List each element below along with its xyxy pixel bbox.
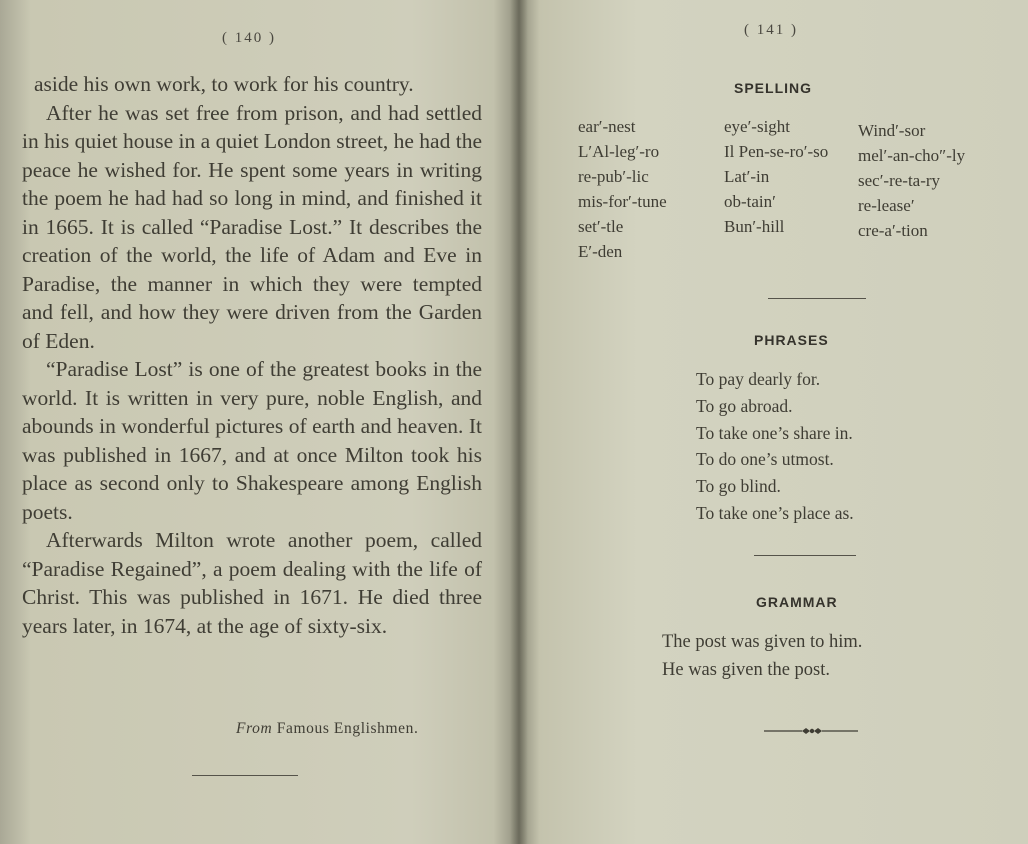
spelling-word: Bun′-hill bbox=[724, 217, 785, 236]
phrases-list bbox=[696, 366, 854, 527]
paragraph: aside his own work, to work for his country. bbox=[34, 72, 414, 96]
spelling-word: set′-tle bbox=[578, 217, 624, 236]
grammar-examples bbox=[662, 628, 862, 684]
spelling-column-2 bbox=[724, 114, 828, 239]
section-divider bbox=[754, 555, 856, 556]
phrase-item: To go blind. bbox=[696, 476, 781, 497]
spelling-word: eye′-sight bbox=[724, 117, 791, 136]
source-citation bbox=[236, 720, 418, 738]
section-divider bbox=[192, 775, 298, 776]
spelling-word: L′Al-leg′-ro bbox=[578, 142, 660, 161]
prose-text bbox=[22, 70, 482, 640]
spelling-word: re-lease′ bbox=[858, 196, 915, 215]
phrases-heading: PHRASES bbox=[754, 332, 829, 348]
spelling-word: Wind′-sor bbox=[858, 121, 926, 140]
ornament-divider bbox=[762, 724, 862, 738]
phrase-item: To go abroad. bbox=[696, 395, 793, 416]
spelling-column-1 bbox=[578, 114, 667, 264]
page-number: ( 140 ) bbox=[222, 30, 276, 46]
spelling-word: Il Pen-se-ro′-so bbox=[724, 142, 829, 161]
spelling-word: sec′-re-ta-ry bbox=[858, 171, 941, 190]
grammar-line: The post was given to him. bbox=[662, 632, 863, 652]
right-page bbox=[522, 0, 1028, 844]
spelling-word: mel′-an-cho″-ly bbox=[858, 146, 966, 165]
spelling-word: ob-tain′ bbox=[724, 192, 776, 211]
grammar-line: He was given the post. bbox=[662, 660, 831, 680]
source-title: Famous Englishmen. bbox=[276, 720, 419, 737]
phrase-item: To take one’s share in. bbox=[696, 422, 853, 443]
section-divider bbox=[768, 298, 866, 299]
spelling-word: Lat′-in bbox=[724, 167, 770, 186]
paragraph: After he was set free from prison, and had settled in his quiet house in a quiet London street, he had the peace he wished for. He spent some years in writing the poem he had had so long in mind, and finished it in 1665. It is called “Paradise Lost.” It describes the creation of the world, the life of Adam and Eve in Paradise, the manner in which they were tempted and fell, and how they were driven from the Garden of Eden. bbox=[22, 100, 482, 353]
grammar-heading: GRAMMAR bbox=[756, 594, 838, 610]
source-prefix: From bbox=[236, 720, 273, 737]
spelling-word: ear′-nest bbox=[578, 117, 636, 136]
spelling-column-3 bbox=[858, 118, 965, 243]
spelling-word: E′-den bbox=[578, 242, 623, 261]
page-number: ( 141 ) bbox=[744, 22, 798, 38]
paragraph: Afterwards Milton wrote another poem, called “Paradise Regained”, a poem dealing with the life of Christ. This was published in 1671. He died three years later, in 1674, at the age of sixty-six. bbox=[22, 528, 482, 638]
phrase-item: To pay dearly for. bbox=[696, 369, 821, 389]
paragraph: “Paradise Lost” is one of the greatest books in the world. It is written in very pure, noble English, and abounds in wonderful pictures of earth and heaven. It was published in 1667, and at once Milton took his place as second only to Shakespeare among English poets. bbox=[22, 357, 482, 524]
phrase-item: To do one’s utmost. bbox=[696, 449, 834, 470]
spelling-word: mis-for′-tune bbox=[578, 192, 667, 211]
phrase-item: To take one’s place as. bbox=[696, 502, 854, 523]
spelling-word: cre-a′-tion bbox=[858, 221, 928, 240]
spelling-heading: SPELLING bbox=[734, 80, 813, 96]
spelling-word: re-pub′-lic bbox=[578, 167, 649, 186]
